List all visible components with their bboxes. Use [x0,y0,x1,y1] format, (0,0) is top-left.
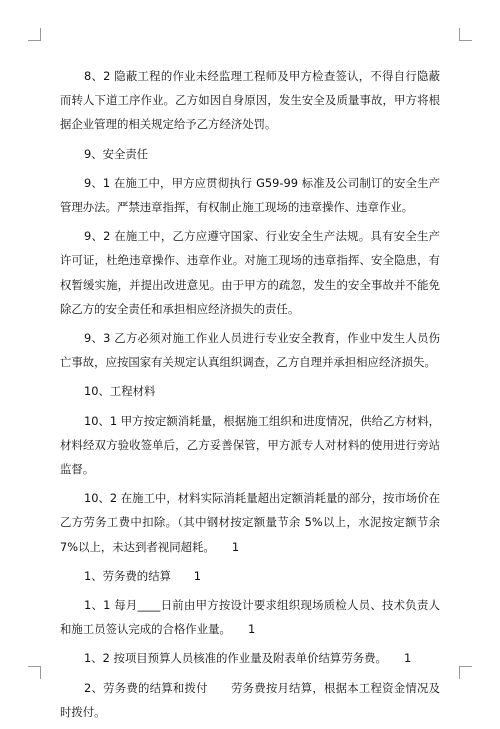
crop-mark-top-left [28,28,41,41]
paragraph-2-settlement-payment: 2、劳务费的结算和拨付 劳务费按月结算，根据本工程资金情况及时拨付。 [60,680,440,719]
paragraph-1-2: 1、2 按项目预算人员核准的作业量及附表单价结算劳务费。 1 [84,651,412,666]
paragraph-1-1: 1、1 每月____日前由甲方按设计要求组织现场质检人员、技术负责人和施工员签认完成的合格作业量。 1 [60,598,440,637]
paragraph-8-2: 8、2 隐蔽工程的作业未经监理工程师及甲方检查签认，不得自行隐蔽而转人下道工序作业。乙方如因自身原因，发生安全及质量事故，甲方将根据企业管理的相关规定给予乙方经济处罚。 [60,69,440,132]
heading-labor-settlement: 1、劳务费的结算 1 [84,568,202,583]
paragraph-10-2: 10、2 在施工中，材料实际消耗量超出定额消耗量的部分，按市场价在乙方劳务工费中扣除。（其中钢材按定额量节余 5%以上，水泥按定额节余 7%以上，未达到者视同超耗。 1 [60,491,440,554]
paragraph-9-3: 9、3 乙方必须对施工作业人员进行专业安全教育，作业中发生人员伤亡事故，应按国家有关规定认真组织调查，乙方自理并承担相应经济损失。 [60,331,440,370]
heading-10-materials: 10、工程材料 [84,384,156,399]
paragraph-10-1: 10、1 甲方按定额消耗量，根据施工组织和进度情况，供给乙方材料，材料经双方验收签单后，乙方妥善保管，甲方派专人对材料的使用进行旁站监督。 [60,413,440,477]
crop-mark-bottom-right [459,666,472,679]
paragraph-9-1: 9、1 在施工中，甲方应贯彻执行 G59-99 标准及公司制订的安全生产管理办法。严禁违章指挥，有权制止施工现场的违章操作、违章作业。 [60,175,440,215]
paragraph-9-2: 9、2 在施工中，乙方应遵守国家、行业安全生产法规。具有安全生产许可证，杜绝违章操作、违章作业。对施工现场的违章指挥、安全隐患，有权暂缓实施，并提出改进意见。由于甲方的疏忽，发生的安全事故并不能免除乙方的安全责任和承担相应经济损失的责任。 [60,229,440,316]
crop-mark-top-right [459,28,472,41]
document-body [60,64,440,729]
heading-9-safety: 9、安全责任 [84,146,149,161]
crop-mark-bottom-left [28,666,41,679]
